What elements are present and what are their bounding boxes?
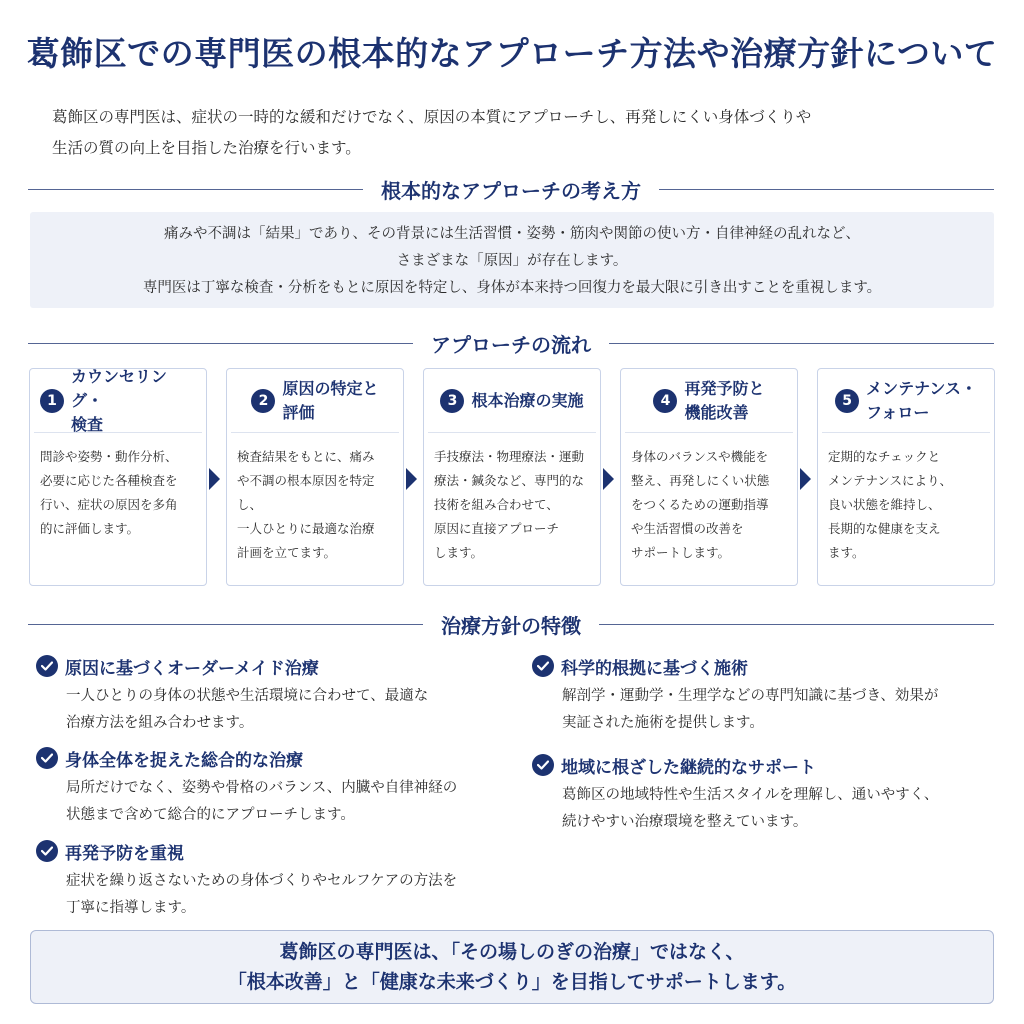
feature-title-row	[532, 653, 982, 679]
step-title: メンテナンス・ フォロー	[866, 378, 977, 422]
step-description: 問診や姿勢・動作分析、 必要に応じた各種検査を 行い、症状の原因を多角 的に評価します。	[40, 449, 178, 536]
feature-title: 地域に根ざした継続的なサポート	[561, 757, 816, 778]
step-description: 定期的なチェックと メンテナンスにより、 良い状態を維持し、 長期的な健康を支え ます。	[828, 449, 953, 560]
check-circle-icon	[36, 747, 58, 769]
step-header	[428, 369, 596, 433]
closing-line: 葛飾区の専門医は、「その場しのぎの治療」ではなく、	[279, 941, 745, 963]
feature-description: 一人ひとりの身体の状態や生活環境に合わせて、最適な 治療方法を組み合わせます。	[66, 688, 429, 731]
step-title: カウンセリング・ 検査	[71, 366, 168, 434]
closing-line: 「根本改善」と「健康な未来づくり」を目指してサポートします。	[227, 971, 797, 993]
step-number: 2	[251, 389, 275, 413]
divider	[609, 343, 994, 344]
step-header	[34, 366, 202, 434]
feature-title: 原因に基づくオーダーメイド治療	[65, 658, 319, 679]
feature-item	[532, 653, 982, 737]
step-card-3	[423, 368, 601, 586]
page-title: 葛飾区での専門医の根本的なアプローチ方法や治療方針について	[26, 34, 998, 73]
flow-heading	[28, 328, 994, 358]
divider	[599, 624, 994, 625]
step-card-4	[620, 368, 798, 586]
step-card-2	[226, 368, 404, 586]
arrow-right-icon	[406, 468, 417, 490]
feature-title-row	[36, 838, 486, 864]
feature-title: 身体全体を捉えた総合的な治療	[65, 750, 303, 771]
check-circle-icon	[36, 655, 58, 677]
philosophy-line: 痛みや不調は「結果」であり、その背景には生活習慣・姿勢・筋肉や関節の使い方・自律神経の乱れなど、	[164, 226, 860, 242]
feature-description: 葛飾区の地域特性や生活スタイルを理解し、通いやすく、 続けやすい治療環境を整えています。	[562, 787, 939, 830]
feature-item	[36, 838, 486, 922]
arrow-right-icon	[603, 468, 614, 490]
feature-title: 再発予防を重視	[65, 843, 184, 864]
step-card-1	[29, 368, 207, 586]
feature-description: 解剖学・運動学・生理学などの専門知識に基づき、効果が 実証された施術を提供します。	[562, 688, 939, 731]
step-description: 検査結果をもとに、痛み や不調の根本原因を特定し、 一人ひとりに最適な治療 計画を立てます。	[237, 449, 375, 560]
step-card-5	[817, 368, 995, 586]
step-title: 根本治療の実施	[471, 390, 584, 410]
step-number: 3	[440, 389, 464, 413]
step-title: 原因の特定と 評価	[282, 378, 379, 422]
features-heading	[28, 609, 994, 639]
philosophy-line: 専門医は丁寧な検査・分析をもとに原因を特定し、身体が本来持つ回復力を最大限に引き出すことを重視します。	[142, 280, 882, 296]
step-description: 手技療法・物理療法・運動 療法・鍼灸など、専門的な 技術を組み合わせて、 原因に直接アプローチ します。	[434, 449, 585, 560]
step-header	[625, 369, 793, 433]
check-circle-icon	[532, 655, 554, 677]
feature-title-row	[36, 745, 486, 771]
step-description: 身体のバランスや機能を 整え、再発しにくい状態 をつくるための運動指導 や生活習慣の改善を サポートします。	[631, 449, 770, 560]
philosophy-heading	[28, 174, 994, 204]
feature-item	[36, 745, 486, 829]
step-number: 4	[653, 389, 677, 413]
intro-text	[52, 102, 982, 164]
closing-message	[30, 930, 994, 1004]
check-circle-icon	[36, 840, 58, 862]
step-header	[231, 369, 399, 433]
feature-item	[532, 752, 982, 836]
philosophy-box	[30, 212, 994, 308]
feature-description: 局所だけでなく、姿勢や骨格のバランス、内臓や自律神経の 状態まで含めて総合的にアプローチします。	[66, 780, 458, 823]
divider	[28, 343, 413, 344]
step-title: 再発予防と 機能改善	[684, 378, 765, 422]
divider	[28, 189, 363, 190]
feature-title-row	[532, 752, 982, 778]
feature-description: 症状を繰り返さないための身体づくりやセルフケアの方法を 丁寧に指導します。	[66, 873, 458, 916]
section-title: 根本的なアプローチの考え方	[381, 178, 641, 203]
intro-line: 生活の質の向上を目指した治療を行います。	[52, 139, 361, 157]
check-circle-icon	[532, 754, 554, 776]
feature-title: 科学的根拠に基づく施術	[561, 658, 748, 679]
arrow-right-icon	[800, 468, 811, 490]
step-number: 1	[40, 389, 64, 413]
feature-item	[36, 653, 486, 737]
feature-title-row	[36, 653, 486, 679]
philosophy-line: さまざまな「原因」が存在します。	[396, 253, 628, 269]
section-title: アプローチの流れ	[431, 332, 591, 357]
step-header	[822, 369, 990, 433]
divider	[28, 624, 423, 625]
step-number: 5	[835, 389, 859, 413]
intro-line: 葛飾区の専門医は、症状の一時的な緩和だけでなく、原因の本質にアプローチし、再発しにくい身体づくりや	[52, 108, 812, 126]
arrow-right-icon	[209, 468, 220, 490]
divider	[659, 189, 994, 190]
section-title: 治療方針の特徴	[441, 613, 581, 638]
